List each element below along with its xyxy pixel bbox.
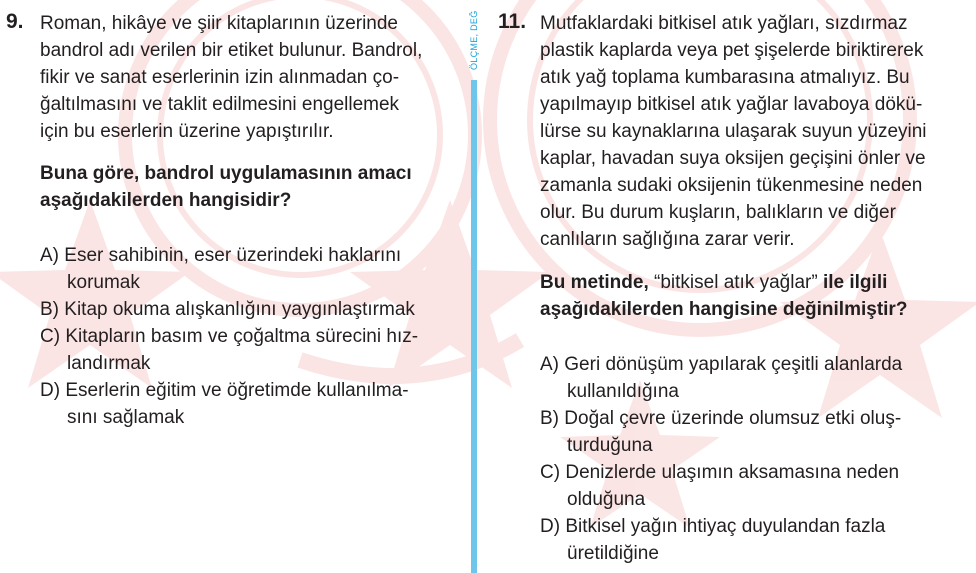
stem-line: zamanla sudaki oksijenin tükenmesine neden	[540, 175, 923, 196]
option-label: D)	[540, 516, 561, 537]
option-text: Denizlerde ulaşımın aksamasına neden	[565, 462, 900, 483]
stem-line: olur. Bu durum kuşların, balıkların ve diğer	[540, 202, 896, 223]
stem-line: lürse su kaynaklarına ulaşarak suyun yüzeyini	[540, 121, 927, 142]
option-text: sını sağlamak	[67, 407, 185, 428]
option-c[interactable]	[540, 459, 972, 513]
option-label: D)	[40, 380, 61, 401]
stem-line: yapılmayıp bitkisel atık yağlar lavaboya dökü-	[540, 94, 923, 115]
prompt-line: aşağıdakilerden hangisidir?	[40, 190, 292, 211]
stem-line: bandrol adı verilen bir etiket bulunur. Bandrol,	[40, 40, 423, 61]
option-label: A)	[40, 245, 59, 266]
option-text: Kitapların basım ve çoğaltma sürecini hız-	[65, 326, 419, 347]
stem-line: atık yağ toplama kumbarasına atmalıyız. Bu	[540, 67, 910, 88]
stem-line: kaplar, havadan suya oksijen geçişini önler ve	[540, 148, 926, 169]
stem-line: plastik kaplarda veya pet şişelerde biriktirerek	[540, 40, 924, 61]
stem-line: için bu eserlerin üzerine yapıştırılır.	[40, 121, 334, 142]
option-a[interactable]	[40, 242, 462, 296]
option-label: B)	[40, 299, 59, 320]
stem-line: Roman, hikâye ve şiir kitaplarının üzerinde	[40, 13, 399, 34]
question-number: 9.	[6, 10, 24, 33]
answer-options	[540, 351, 972, 567]
stem-line: Mutfaklardaki bitkisel atık yağları, sızdırmaz	[540, 13, 908, 34]
option-text: Eserlerin eğitim ve öğretimde kullanılma-	[65, 380, 409, 401]
column-divider	[471, 80, 477, 573]
option-text: Geri dönüşüm yapılarak çeşitli alanlarda	[564, 354, 903, 375]
prompt-bold: Bu metinde,	[540, 272, 649, 293]
option-text: olduğuna	[567, 489, 646, 510]
option-d[interactable]	[40, 377, 462, 431]
option-label: C)	[540, 462, 561, 483]
option-text: Bitkisel yağın ihtiyaç duyulandan fazla	[565, 516, 886, 537]
option-text: üretildiğine	[567, 543, 659, 564]
option-b[interactable]	[40, 296, 462, 323]
option-text: korumak	[67, 272, 140, 293]
option-text: landırmak	[67, 353, 151, 374]
prompt-line: Buna göre, bandrol uygulamasının amacı	[40, 163, 412, 184]
prompt-line: aşağıdakilerden hangisine değinilmiştir?	[540, 299, 908, 320]
stem-line: canlıların sağlığına zarar verir.	[540, 229, 795, 250]
question-number: 11.	[498, 10, 527, 33]
stem-line: fikir ve sanat eserlerinin izin alınmadan ço-	[40, 67, 400, 88]
answer-options	[40, 242, 462, 431]
option-text: Doğal çevre üzerinde olumsuz etki oluş-	[564, 408, 902, 429]
option-text: turduğuna	[567, 435, 653, 456]
option-a[interactable]	[540, 351, 972, 405]
option-text: Kitap okuma alışkanlığını yaygınlaştırmak	[64, 299, 415, 320]
question-stem	[540, 10, 972, 253]
prompt-bold: ile ilgili	[822, 272, 888, 293]
side-tab-label: ÖLÇME, DEĞ	[469, 10, 479, 70]
stem-line: ğaltılmasını ve taklit edilmesini engellemek	[40, 94, 400, 115]
option-label: B)	[540, 408, 559, 429]
question-stem	[40, 10, 462, 145]
question-prompt	[40, 160, 462, 214]
option-label: C)	[40, 326, 61, 347]
option-text: Eser sahibinin, eser üzerindeki haklarını	[64, 245, 402, 266]
option-c[interactable]	[40, 323, 462, 377]
option-text: kullanıldığına	[567, 381, 679, 402]
option-b[interactable]	[540, 405, 972, 459]
option-label: A)	[540, 354, 559, 375]
prompt-quote: “bitkisel atık yağlar”	[648, 272, 823, 293]
question-prompt	[540, 269, 972, 323]
option-d[interactable]	[540, 513, 972, 567]
